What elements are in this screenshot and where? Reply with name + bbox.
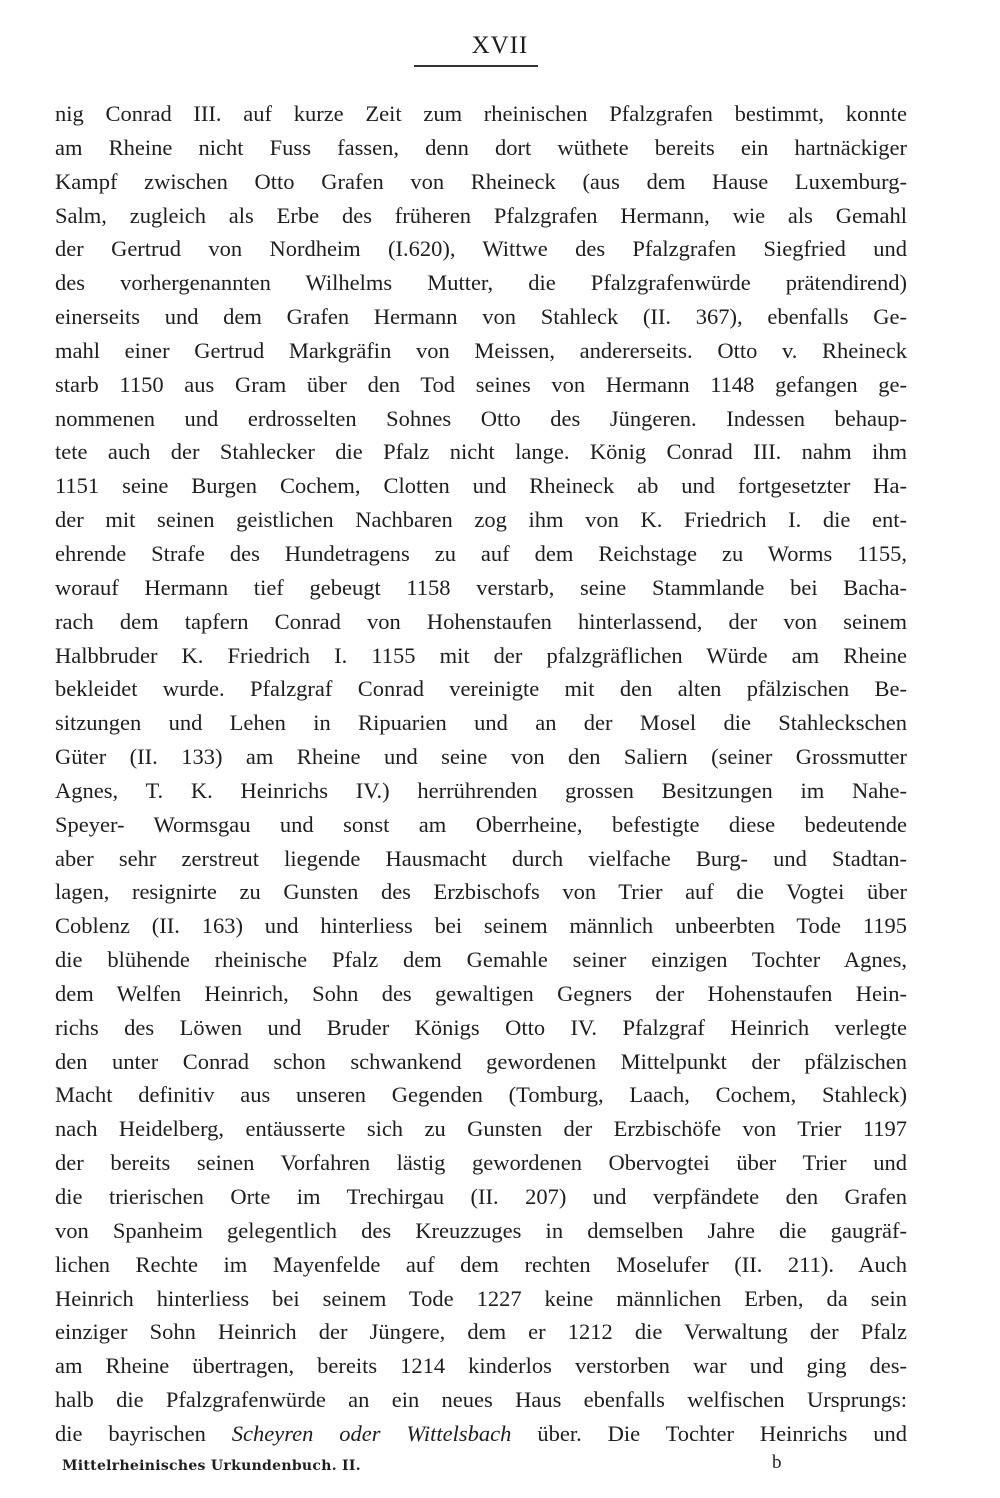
text-line: nig Conrad III. auf kurze Zeit zum rheinischen Pfalzgrafen bestimmt, konnte xyxy=(55,101,907,126)
text-line: mahl einer Gertrud Markgräfin von Meissen, andererseits. Otto v. Rheineck xyxy=(55,337,907,363)
text-line: dem Welfen Heinrich, Sohn des gewaltigen Gegners der Hohenstaufen Hein- xyxy=(55,980,907,1006)
signature-mark: b xyxy=(772,1452,782,1473)
page-number: XVII xyxy=(471,32,529,59)
text-line xyxy=(55,1417,907,1451)
text-line: Salm, zugleich als Erbe des früheren Pfalzgrafen Hermann, wie als Gemahl xyxy=(55,202,907,228)
text-line: Macht definitiv aus unseren Gegenden (Tomburg, Laach, Cochem, Stahleck) xyxy=(55,1082,907,1108)
text-line: bekleidet wurde. Pfalzgraf Conrad vereinigte mit den alten pfälzischen Be- xyxy=(55,676,907,702)
text-line: den unter Conrad schon schwankend gewordenen Mittelpunkt der pfälzischen xyxy=(55,1048,907,1074)
body-text xyxy=(55,97,907,1451)
last-line-after: über. Die Tochter Heinrichs und xyxy=(537,1420,907,1446)
text-line: Heinrich hinterliess bei seinem Tode 1227 keine männlichen Erben, da sein xyxy=(55,1285,907,1311)
text-line: starb 1150 aus Gram über den Tod seines von Hermann 1148 gefangen ge- xyxy=(55,371,907,397)
text-line: einziger Sohn Heinrich der Jüngere, dem er 1212 die Verwaltung der Pfalz xyxy=(55,1319,907,1345)
text-line: ehrende Strafe des Hundetragens zu auf dem Reichstage zu Worms 1155, xyxy=(55,540,907,566)
text-line: worauf Hermann tief gebeugt 1158 verstarb, seine Stammlande bei Bacha- xyxy=(55,574,907,600)
text-line: am Rheine übertragen, bereits 1214 kinderlos verstorben war und ging des- xyxy=(55,1353,907,1379)
text-line: lagen, resignirte zu Gunsten des Erzbischofs von Trier auf die Vogtei über xyxy=(55,879,907,905)
text-line: von Spanheim gelegentlich des Kreuzzuges in demselben Jahre die gaugräf- xyxy=(55,1217,907,1243)
text-line: des vorhergenannten Wilhelms Mutter, die Pfalzgrafenwürde prätendirend) xyxy=(55,270,907,296)
text-line: die trierischen Orte im Trechirgau (II. 207) und verpfändete den Grafen xyxy=(55,1184,907,1209)
text-line: lichen Rechte im Mayenfelde auf dem rechten Moselufer (II. 211). Auch xyxy=(55,1251,907,1277)
text-line: Speyer- Wormsgau und sonst am Oberrheine, befestigte diese bedeutende xyxy=(55,811,907,837)
text-line: am Rheine nicht Fuss fassen, denn dort wüthete bereits ein hartnäckiger xyxy=(55,134,907,160)
text-line: der Gertrud von Nordheim (I.620), Wittwe des Pfalzgrafen Siegfried und xyxy=(55,236,907,262)
text-line: Kampf zwischen Otto Grafen von Rheineck (aus dem Hause Luxemburg- xyxy=(55,168,907,194)
text-line: Güter (II. 133) am Rheine und seine von den Saliern (seiner Grossmutter xyxy=(55,744,907,770)
text-line: aber sehr zerstreut liegende Hausmacht durch vielfache Burg- und Stadtan- xyxy=(55,845,907,871)
text-line: tete auch der Stahlecker die Pfalz nicht lange. König Conrad III. nahm ihm xyxy=(55,439,907,465)
text-line: 1151 seine Burgen Cochem, Clotten und Rheineck ab und fortgesetzter Ha- xyxy=(55,473,907,499)
text-line: die blühende rheinische Pfalz dem Gemahle seiner einzigen Tochter Agnes, xyxy=(55,947,907,973)
last-line-italic: Scheyren oder Wittelsbach xyxy=(231,1420,512,1446)
header-rule xyxy=(414,65,538,67)
footer-title: Mittelrheinisches Urkundenbuch. II. xyxy=(62,1458,361,1474)
text-line: sitzungen und Lehen in Ripuarien und an der Mosel die Stahleckschen xyxy=(55,710,907,736)
text-line: richs des Löwen und Bruder Königs Otto IV. Pfalzgraf Heinrich verlegte xyxy=(55,1014,907,1040)
text-line: Halbbruder K. Friedrich I. 1155 mit der pfalzgräflichen Würde am Rheine xyxy=(55,642,907,668)
text-line: Agnes, T. K. Heinrichs IV.) herrührenden grossen Besitzungen im Nahe- xyxy=(55,777,907,803)
text-line: nach Heidelberg, entäusserte sich zu Gunsten der Erzbischöfe von Trier 1197 xyxy=(55,1116,907,1142)
last-line-before: die bayrischen xyxy=(55,1420,206,1446)
text-line: einerseits und dem Grafen Hermann von Stahleck (II. 367), ebenfalls Ge- xyxy=(55,304,907,330)
text-line: halb die Pfalzgrafenwürde an ein neues Haus ebenfalls welfischen Ursprungs: xyxy=(55,1387,907,1413)
text-line: der bereits seinen Vorfahren lästig gewordenen Obervogtei über Trier und xyxy=(55,1150,907,1176)
text-line: der mit seinen geistlichen Nachbaren zog ihm von K. Friedrich I. die ent- xyxy=(55,507,907,533)
text-line: rach dem tapfern Conrad von Hohenstaufen hinterlassend, der von seinem xyxy=(55,608,907,634)
text-line: Coblenz (II. 163) und hinterliess bei seinem männlich unbeerbten Tode 1195 xyxy=(55,913,907,939)
text-line: nommenen und erdrosselten Sohnes Otto des Jüngeren. Indessen behaup- xyxy=(55,405,907,431)
